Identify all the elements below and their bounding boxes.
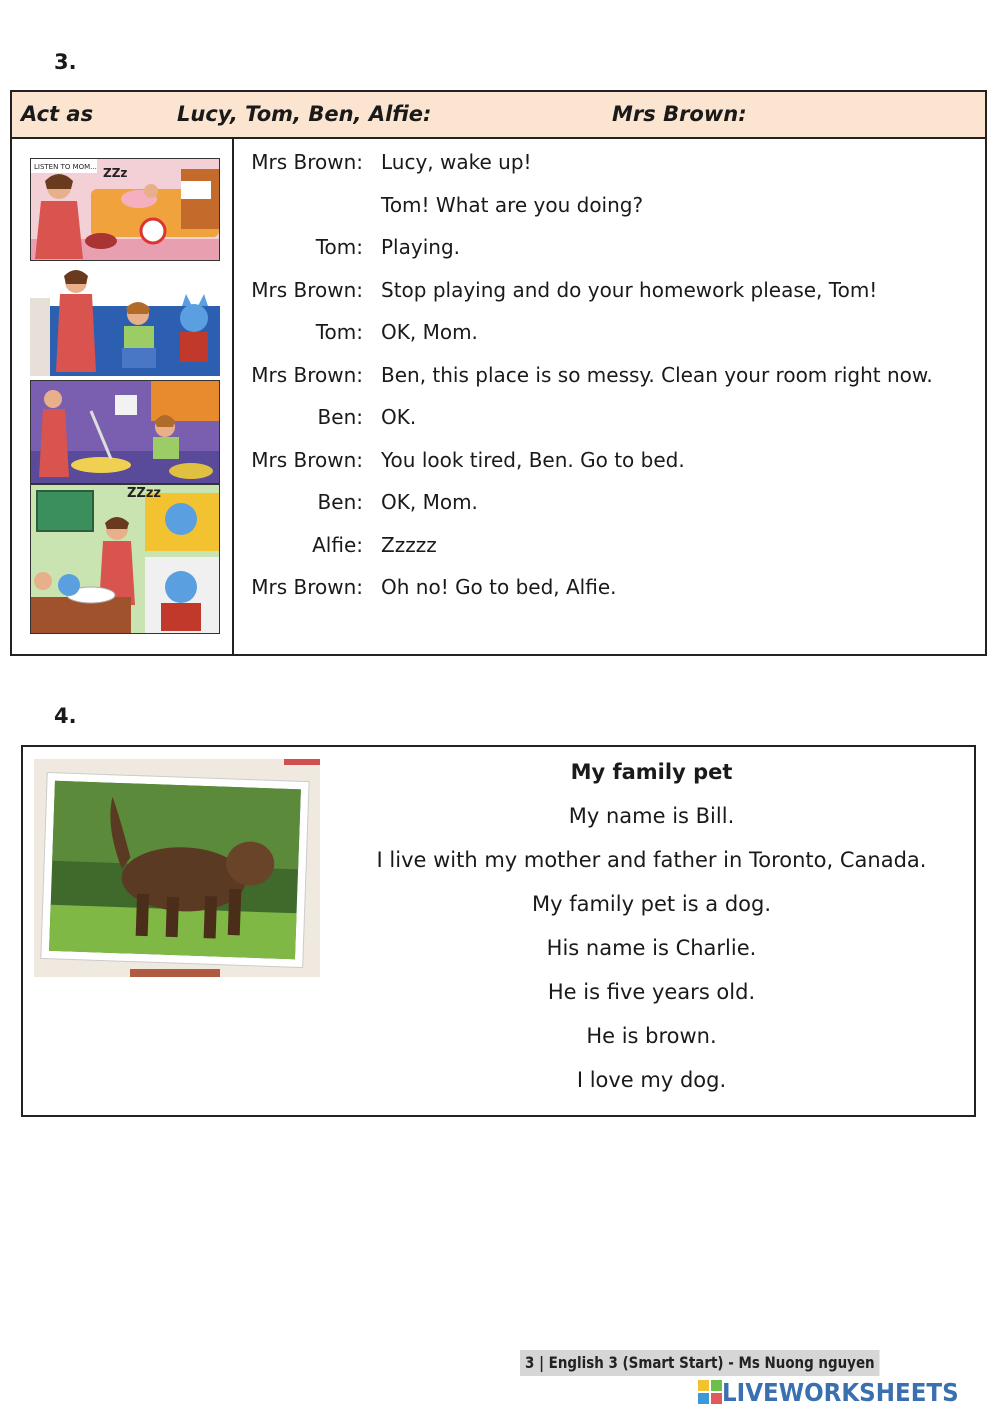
speech: Lucy, wake up! [381, 150, 532, 174]
comic-panel-wake-up [30, 158, 220, 261]
svg-text:ZZzz: ZZzz [127, 486, 161, 501]
speaker: Ben: [317, 405, 363, 429]
comic-panel-dinner [30, 484, 220, 634]
liveworksheets-brand: LIVEWORKSHEETS [722, 1377, 959, 1407]
speech: You look tired, Ben. Go to bed. [381, 447, 685, 472]
speaker: Mrs Brown: [251, 575, 363, 599]
story-line: He is five years old. [547, 980, 756, 1004]
liveworksheets-logo-icon [698, 1380, 722, 1404]
section-3-number: 3. [54, 50, 77, 74]
speaker: Tom: [315, 235, 363, 259]
children-roles-label: Lucy, Tom, Ben, Alfie: [177, 102, 432, 126]
comic-strip-illustration [30, 158, 220, 634]
comic-caption: LISTEN TO MOM... [34, 163, 97, 171]
speaker: Mrs Brown: [251, 447, 363, 472]
roleplay-header [12, 92, 985, 139]
liveworksheets-logo[interactable] [698, 1378, 979, 1406]
story-line: I love my dog. [576, 1068, 727, 1092]
section-4-reading-box [21, 745, 976, 1117]
mother-role-label: Mrs Brown: [612, 102, 747, 126]
comic-panel-playing [30, 266, 220, 376]
page-footer: 3 | English 3 (Smart Start) - Ms Nuong nguyen [520, 1350, 880, 1376]
speaker: Mrs Brown: [251, 150, 363, 174]
story-line: My family pet is a dog. [531, 892, 772, 916]
story-line: I live with my mother and father in Toronto, Canada. [376, 848, 927, 872]
story-line: He is brown. [586, 1024, 717, 1048]
speaker: Ben: [317, 490, 363, 514]
act-as-label: Act as [21, 102, 94, 126]
story-line: My name is Bill. [568, 804, 735, 828]
story-line: His name is Charlie. [546, 936, 757, 960]
speech: OK. [381, 405, 417, 429]
speaker: Mrs Brown: [251, 362, 363, 387]
comic-panel-messy-room [30, 380, 220, 484]
speech: Oh no! Go to bed, Alfie. [381, 575, 617, 599]
svg-text:ZZz: ZZz [103, 166, 128, 180]
speech: OK, Mom. [381, 320, 478, 344]
speech: Playing. [381, 235, 460, 259]
dog-photo [34, 759, 320, 977]
reading-text [353, 755, 950, 1107]
speech: Ben, this place is so messy. Clean your room right now. [381, 362, 933, 387]
story-title: My family pet [570, 760, 733, 784]
speech: Tom! What are you doing? [381, 192, 644, 217]
speech: Stop playing and do your homework please, Tom! [381, 277, 878, 302]
speech: Zzzzz [381, 532, 437, 557]
section-4-number: 4. [54, 704, 77, 728]
speaker: Tom: [315, 320, 363, 344]
speaker: Mrs Brown: [251, 277, 363, 302]
speech: OK, Mom. [381, 490, 478, 514]
speaker: Alfie: [312, 532, 363, 557]
section-3-roleplay-table [10, 90, 987, 656]
column-divider [232, 138, 234, 654]
